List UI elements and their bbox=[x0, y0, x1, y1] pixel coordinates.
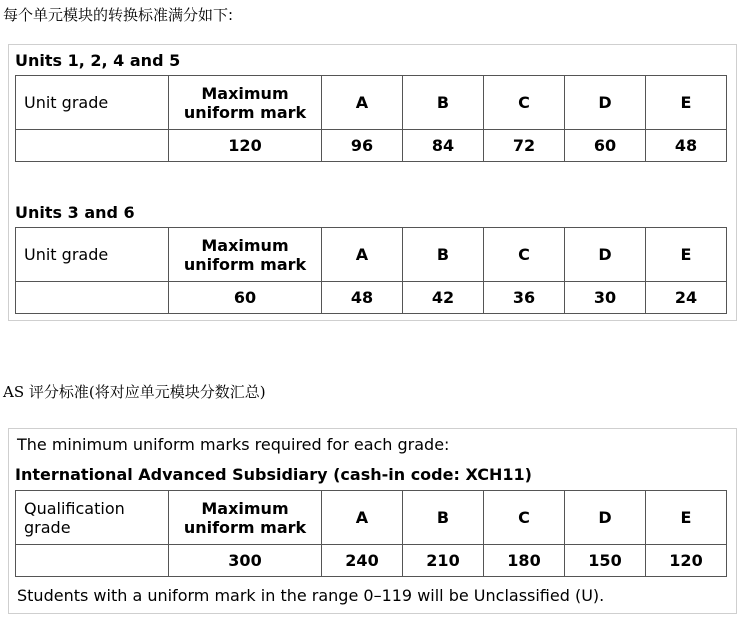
qualification-grade-header: Qualification grade bbox=[16, 491, 169, 545]
units-1-2-4-5-table bbox=[15, 75, 727, 162]
empty-cell bbox=[16, 545, 169, 577]
grade-c-value: 180 bbox=[484, 545, 565, 577]
units-1-2-4-5-title: Units 1, 2, 4 and 5 bbox=[15, 51, 181, 70]
grade-d-value: 30 bbox=[565, 282, 646, 314]
grade-c-value: 36 bbox=[484, 282, 565, 314]
unit-grade-header: Unit grade bbox=[16, 76, 169, 130]
unit-grade-header: Unit grade bbox=[16, 228, 169, 282]
grade-a-header: A bbox=[322, 76, 403, 130]
grade-d-header: D bbox=[565, 76, 646, 130]
grade-d-value: 150 bbox=[565, 545, 646, 577]
grade-a-value: 96 bbox=[322, 130, 403, 162]
grade-e-value: 120 bbox=[646, 545, 727, 577]
max-mark-value: 300 bbox=[169, 545, 322, 577]
table-header-row bbox=[16, 228, 727, 282]
units-3-6-title: Units 3 and 6 bbox=[15, 203, 135, 222]
max-mark-header: Maximum uniform mark bbox=[169, 228, 322, 282]
grade-a-value: 48 bbox=[322, 282, 403, 314]
grade-e-header: E bbox=[646, 76, 727, 130]
max-mark-header: Maximum uniform mark bbox=[169, 76, 322, 130]
empty-cell bbox=[16, 130, 169, 162]
grade-b-header: B bbox=[403, 76, 484, 130]
grade-d-header: D bbox=[565, 228, 646, 282]
grade-e-value: 24 bbox=[646, 282, 727, 314]
as-grades-table bbox=[15, 490, 727, 577]
table-values-row bbox=[16, 545, 727, 577]
grade-b-value: 210 bbox=[403, 545, 484, 577]
grade-b-value: 42 bbox=[403, 282, 484, 314]
units-3-6-table bbox=[15, 227, 727, 314]
grade-d-header: D bbox=[565, 491, 646, 545]
unit-grades-panel bbox=[8, 44, 737, 321]
max-mark-header: Maximum uniform mark bbox=[169, 491, 322, 545]
max-mark-value: 60 bbox=[169, 282, 322, 314]
as-grading-heading: AS 评分标准(将对应单元模块分数汇总) bbox=[3, 383, 266, 401]
grade-b-value: 84 bbox=[403, 130, 484, 162]
grade-e-header: E bbox=[646, 491, 727, 545]
table-header-row bbox=[16, 76, 727, 130]
grade-e-value: 48 bbox=[646, 130, 727, 162]
grade-b-header: B bbox=[403, 228, 484, 282]
grade-e-header: E bbox=[646, 228, 727, 282]
grade-d-value: 60 bbox=[565, 130, 646, 162]
table-values-row bbox=[16, 282, 727, 314]
grade-b-header: B bbox=[403, 491, 484, 545]
intro-heading: 每个单元模块的转换标准满分如下: bbox=[3, 6, 234, 24]
as-grades-panel bbox=[8, 428, 737, 614]
grade-a-header: A bbox=[322, 491, 403, 545]
max-mark-value: 120 bbox=[169, 130, 322, 162]
empty-cell bbox=[16, 282, 169, 314]
grade-a-header: A bbox=[322, 228, 403, 282]
as-title: International Advanced Subsidiary (cash-in code: XCH11) bbox=[15, 465, 532, 484]
as-intro-line: The minimum uniform marks required for each grade: bbox=[17, 435, 450, 454]
table-header-row bbox=[16, 491, 727, 545]
grade-c-value: 72 bbox=[484, 130, 565, 162]
table-values-row bbox=[16, 130, 727, 162]
grade-c-header: C bbox=[484, 491, 565, 545]
grade-a-value: 240 bbox=[322, 545, 403, 577]
grade-c-header: C bbox=[484, 76, 565, 130]
grade-c-header: C bbox=[484, 228, 565, 282]
unclassified-footnote: Students with a uniform mark in the range 0–119 will be Unclassified (U). bbox=[17, 586, 605, 605]
